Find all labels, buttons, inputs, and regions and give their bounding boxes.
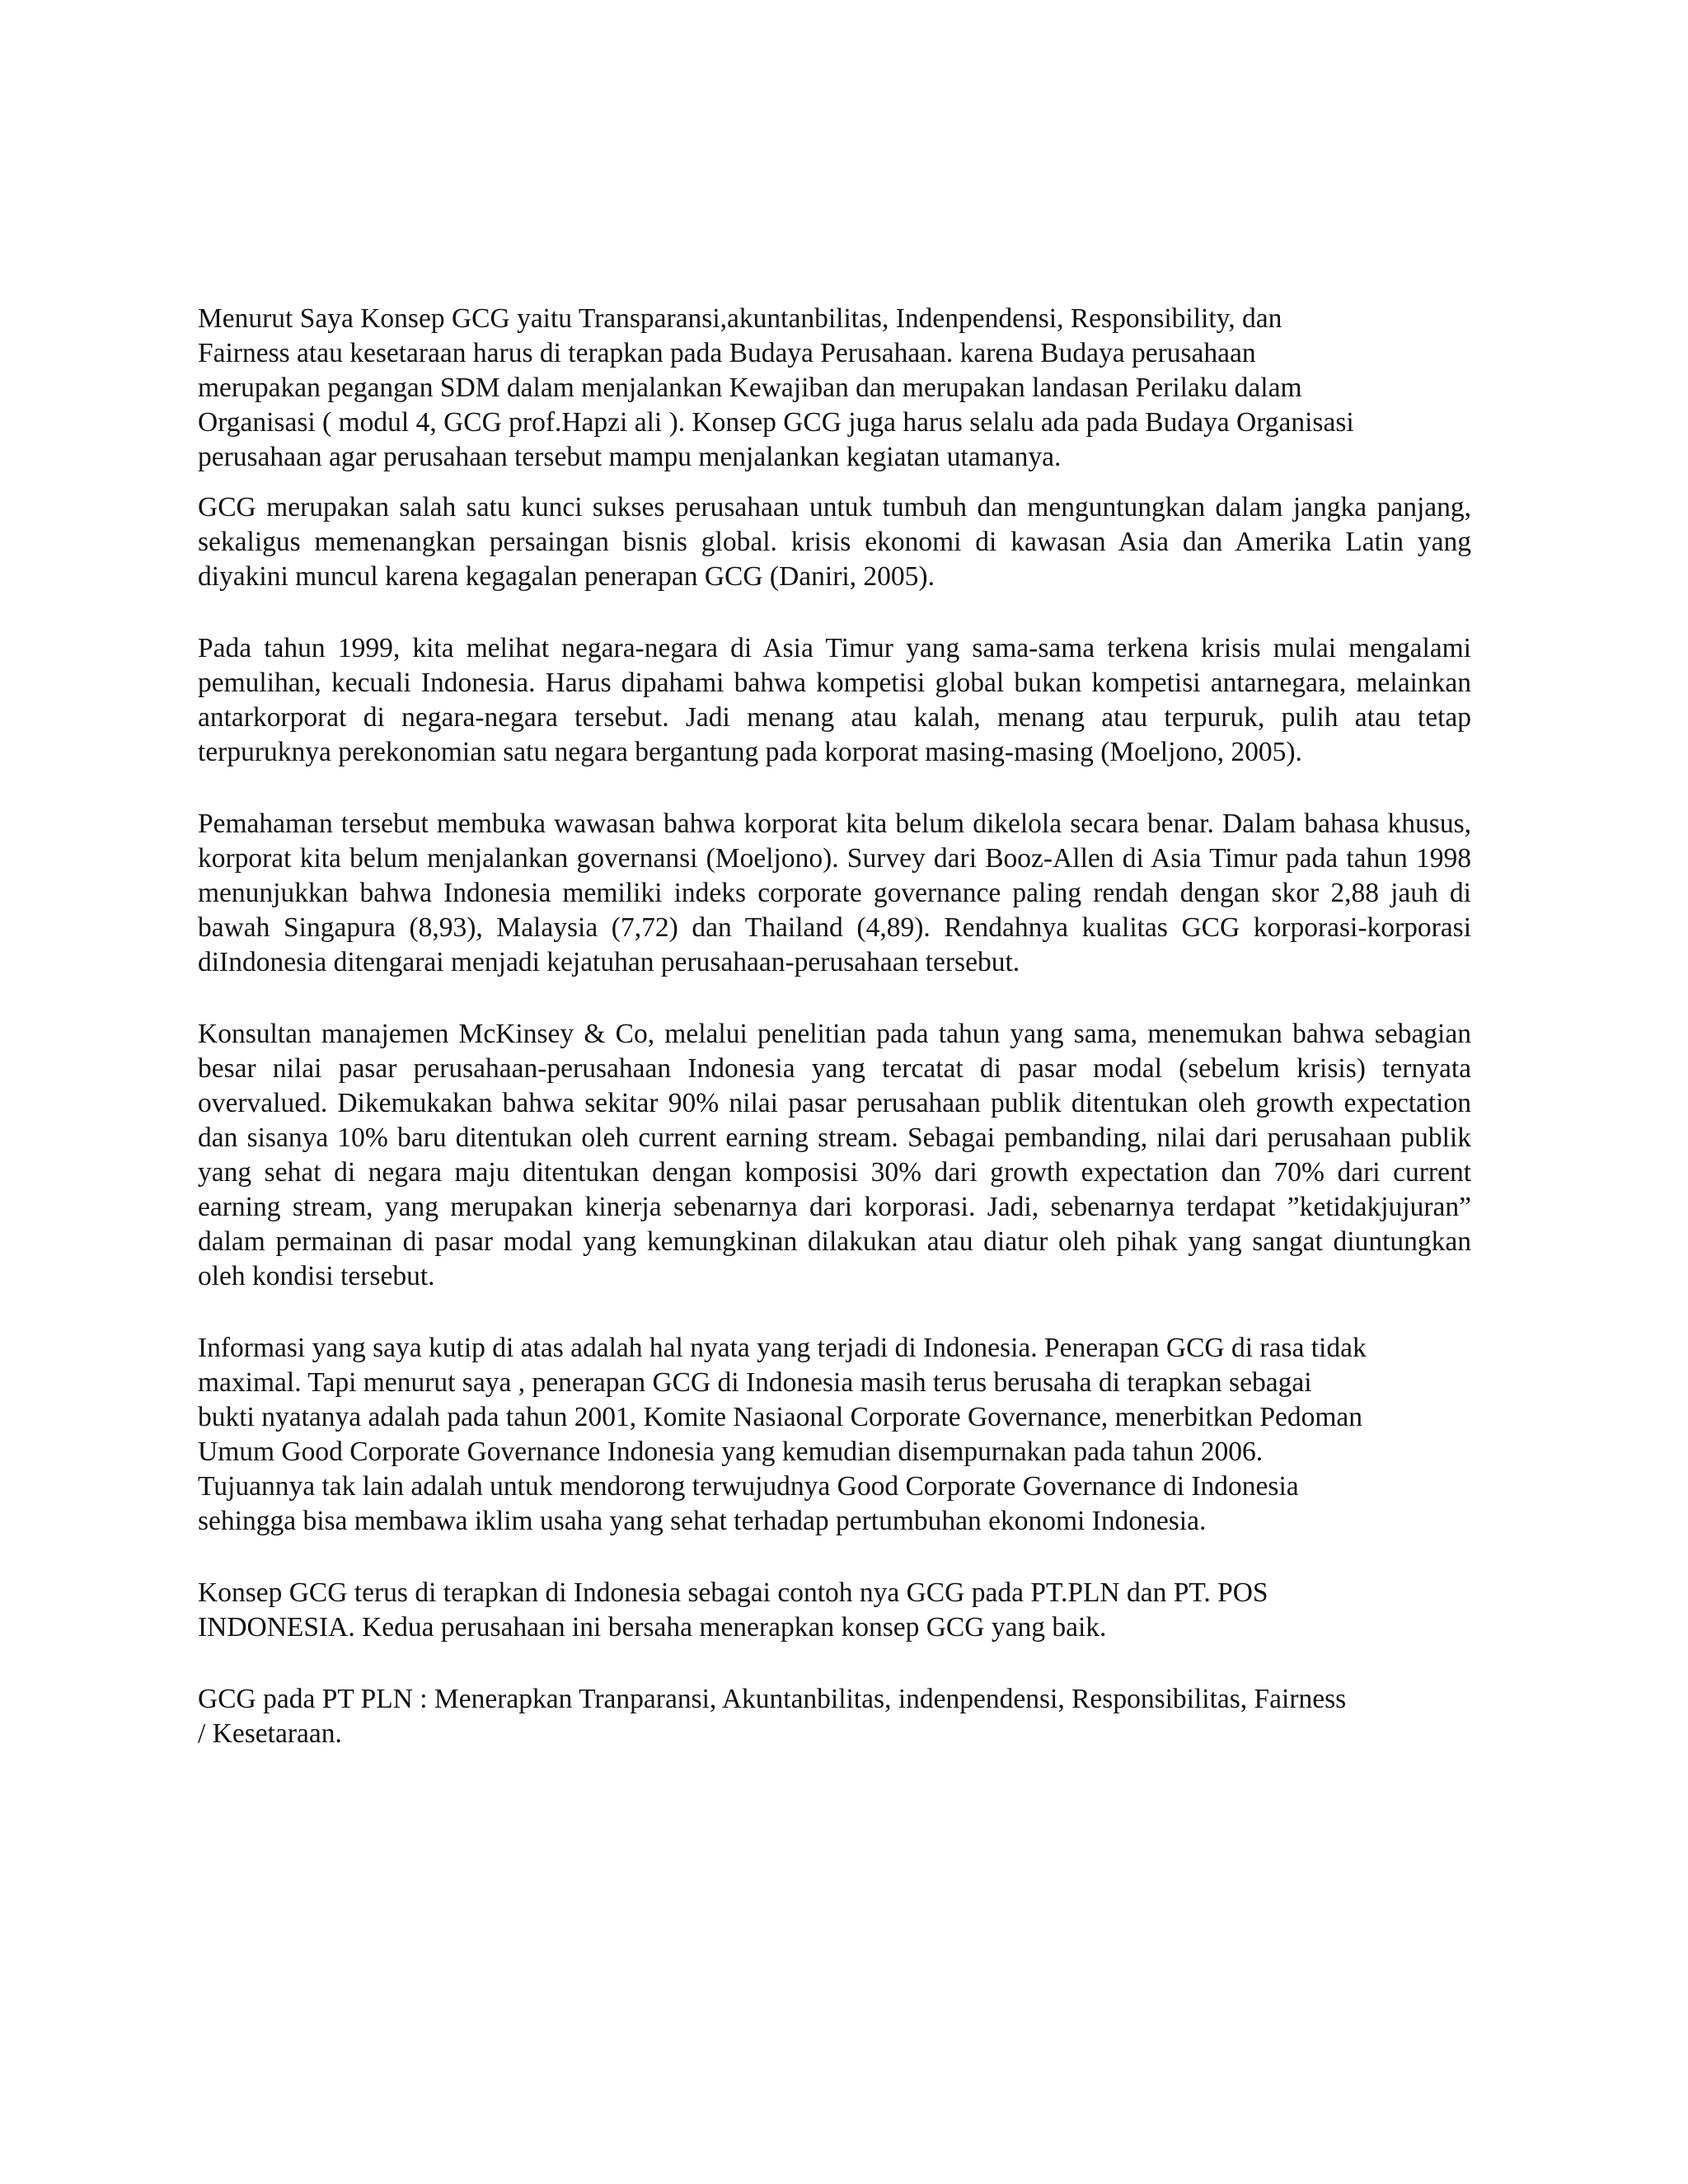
paragraph-governance-survey: Pemahaman tersebut membuka wawasan bahwa korporat kita belum dikelola secara benar. Dalam bahasa khusus, korporat kita belum menjalankan governansi (Moeljono). Survey dari Booz-Allen di Asia Timur pada tahun 1998 menunjukkan bahwa Indonesia memiliki indeks corporate governance paling rendah dengan skor 2,88 jauh di bawah Singapura (8,93), Malaysia (7,72) dan Thailand (4,89). Rendahnya kualitas GCG korporasi-korporasi diIndonesia ditengarai menjadi kejatuhan perusahaan-perusahaan tersebut. bbox=[198, 808, 1471, 977]
paragraph-gcg-success-key: GCG merupakan salah satu kunci sukses perusahaan untuk tumbuh dan menguntungkan dalam jangka panjang, sekaligus memenangkan persaingan bisnis global. krisis ekonomi di kawasan Asia dan Amerika Latin yang diyakini muncul karena kegagalan penerapan GCG (Daniri, 2005). bbox=[198, 492, 1471, 592]
paragraph-east-asia-crisis: Pada tahun 1999, kita melihat negara-negara di Asia Timur yang sama-sama terkena krisis mulai mengalami pemulihan, kecuali Indonesia. Harus dipahami bahwa kompetisi global bukan kompetisi antarnegara, melainkan antarkorporat di negara-negara tersebut. Jadi menang atau kalah, menang atau terpuruk, pulih atau tetap terpuruknya perekonomian satu negara bergantung pada korporat masing-masing (Moeljono, 2005). bbox=[198, 633, 1471, 767]
paragraph-mckinsey-findings: Konsultan manajemen McKinsey & Co, melalui penelitian pada tahun yang sama, menemukan bahwa sebagian besar nilai pasar perusahaan-perusahaan Indonesia yang tercatat di pasar modal (sebelum krisis) ternyata overvalued. Dikemukakan bahwa sekitar 90% nilai pasar perusahaan publik ditentukan oleh growth expectation dan sisanya 10% baru ditentukan oleh current earning stream. Sebagai pembanding, nilai dari perusahaan publik yang sehat di negara maju ditentukan dengan komposisi 30% dari growth expectation dan 70% dari current earning stream, yang merupakan kinerja sebenarnya dari korporasi. Jadi, sebenarnya terdapat ”ketidakjujuran” dalam permainan di pasar modal yang kemungkinan dilakukan atau diatur oleh pihak yang sangat diuntungkan oleh kondisi tersebut. bbox=[198, 1019, 1471, 1291]
paragraph-gcg-concept: Menurut Saya Konsep GCG yaitu Transparansi,akuntanbilitas, Indenpendensi, Responsibility, dan Fairness atau kesetaraan harus di terapkan pada Budaya Perusahaan. karena Budaya perusahaan merupakan pegangan SDM dalam menjalankan Kewajiban dan merupakan landasan Perilaku dalam Organisasi ( modul 4, GCG prof.Hapzi ali ). Konsep GCG juga harus selalu ada pada Budaya Organisasi perusahaan agar perusahaan tersebut mampu menjalankan kegiatan utamanya. bbox=[198, 303, 1354, 472]
paragraph-pln-gcg-principles: GCG pada PT PLN : Menerapkan Tranparansi, Akuntanbilitas, indenpendensi, Responsibilitas, Fairness / Kesetaraan. bbox=[198, 1684, 1347, 1749]
paragraph-gcg-implementation: Informasi yang saya kutip di atas adalah hal nyata yang terjadi di Indonesia. Penerapan GCG di rasa tidak maximal. Tapi menurut saya , penerapan GCG di Indonesia masih terus berusaha di terapkan sebagai bukti nyatanya adalah pada tahun 2001, Komite Nasiaonal Corporate Governance, menerbitkan Pedoman Umum Good Corporate Governance Indonesia yang kemudian disempurnakan pada tahun 2006. Tujuannya tak lain adalah untuk mendorong terwujudnya Good Corporate Governance di Indonesia sehingga bisa membawa iklim usaha yang sehat terhadap pertumbuhan ekonomi Indonesia. bbox=[198, 1333, 1367, 1536]
document-body bbox=[198, 302, 1471, 1751]
paragraph-pln-pos-example: Konsep GCG terus di terapkan di Indonesia sebagai contoh nya GCG pada PT.PLN dan PT. POS INDONESIA. Kedua perusahaan ini bersaha menerapkan konsep GCG yang baik. bbox=[198, 1577, 1268, 1643]
